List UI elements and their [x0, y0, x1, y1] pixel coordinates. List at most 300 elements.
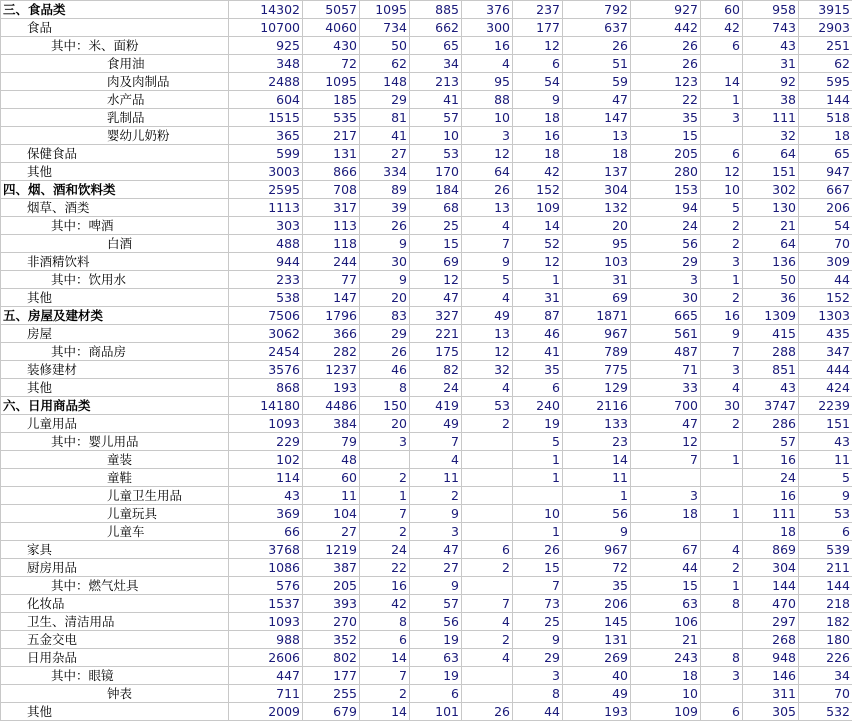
value-cell[interactable]: 9 — [360, 271, 410, 289]
value-cell[interactable]: 662 — [410, 19, 462, 37]
value-cell[interactable]: 19 — [410, 667, 462, 685]
value-cell[interactable]: 47 — [631, 415, 701, 433]
value-cell[interactable]: 50 — [360, 37, 410, 55]
value-cell[interactable]: 3768 — [229, 541, 303, 559]
value-cell[interactable]: 6 — [513, 55, 563, 73]
value-cell[interactable]: 22 — [360, 559, 410, 577]
value-cell[interactable]: 88 — [462, 91, 513, 109]
value-cell[interactable]: 8 — [360, 613, 410, 631]
value-cell[interactable]: 14 — [360, 649, 410, 667]
value-cell[interactable] — [462, 433, 513, 451]
row-label-cell[interactable] — [1, 433, 229, 451]
value-cell[interactable]: 734 — [360, 19, 410, 37]
value-cell[interactable]: 26 — [462, 703, 513, 721]
value-cell[interactable]: 8 — [701, 649, 743, 667]
value-cell[interactable]: 4 — [462, 649, 513, 667]
value-cell[interactable]: 145 — [563, 613, 631, 631]
value-cell[interactable]: 1 — [513, 469, 563, 487]
row-label-cell[interactable] — [1, 235, 229, 253]
value-cell[interactable]: 1113 — [229, 199, 303, 217]
row-label-cell[interactable] — [1, 631, 229, 649]
value-cell[interactable]: 8 — [360, 379, 410, 397]
value-cell[interactable]: 419 — [410, 397, 462, 415]
value-cell[interactable]: 41 — [360, 127, 410, 145]
value-cell[interactable]: 2 — [462, 559, 513, 577]
value-cell[interactable]: 3 — [631, 271, 701, 289]
value-cell[interactable]: 24 — [360, 541, 410, 559]
value-cell[interactable]: 7 — [462, 235, 513, 253]
value-cell[interactable]: 8 — [513, 685, 563, 703]
value-cell[interactable]: 24 — [743, 469, 799, 487]
value-cell[interactable]: 3747 — [743, 397, 799, 415]
value-cell[interactable]: 4 — [701, 379, 743, 397]
value-cell[interactable] — [631, 523, 701, 541]
row-label-cell[interactable] — [1, 217, 229, 235]
value-cell[interactable]: 851 — [743, 361, 799, 379]
value-cell[interactable]: 599 — [229, 145, 303, 163]
value-cell[interactable]: 430 — [303, 37, 360, 55]
row-label-cell[interactable] — [1, 127, 229, 145]
value-cell[interactable]: 65 — [799, 145, 852, 163]
value-cell[interactable]: 70 — [799, 685, 852, 703]
value-cell[interactable]: 56 — [631, 235, 701, 253]
value-cell[interactable]: 27 — [410, 559, 462, 577]
value-cell[interactable]: 435 — [799, 325, 852, 343]
value-cell[interactable]: 6 — [462, 541, 513, 559]
value-cell[interactable]: 304 — [743, 559, 799, 577]
value-cell[interactable]: 42 — [360, 595, 410, 613]
value-cell[interactable]: 221 — [410, 325, 462, 343]
value-cell[interactable]: 927 — [631, 1, 701, 19]
value-cell[interactable]: 7 — [631, 451, 701, 469]
value-cell[interactable]: 43 — [229, 487, 303, 505]
value-cell[interactable]: 7 — [513, 577, 563, 595]
value-cell[interactable]: 94 — [631, 199, 701, 217]
value-cell[interactable]: 153 — [631, 181, 701, 199]
value-cell[interactable]: 72 — [563, 559, 631, 577]
value-cell[interactable]: 280 — [631, 163, 701, 181]
value-cell[interactable]: 269 — [563, 649, 631, 667]
value-cell[interactable]: 1 — [563, 487, 631, 505]
value-cell[interactable]: 42 — [701, 19, 743, 37]
value-cell[interactable]: 26 — [513, 541, 563, 559]
value-cell[interactable]: 213 — [410, 73, 462, 91]
value-cell[interactable] — [462, 487, 513, 505]
value-cell[interactable]: 47 — [410, 289, 462, 307]
value-cell[interactable]: 5 — [701, 199, 743, 217]
value-cell[interactable]: 5 — [799, 469, 852, 487]
value-cell[interactable]: 6 — [513, 379, 563, 397]
value-cell[interactable]: 123 — [631, 73, 701, 91]
value-cell[interactable]: 18 — [513, 109, 563, 127]
value-cell[interactable] — [701, 523, 743, 541]
value-cell[interactable]: 11 — [303, 487, 360, 505]
row-label-cell[interactable] — [1, 1, 229, 19]
row-label-cell[interactable] — [1, 667, 229, 685]
value-cell[interactable]: 9 — [513, 631, 563, 649]
row-label-cell[interactable] — [1, 649, 229, 667]
value-cell[interactable]: 2 — [360, 685, 410, 703]
value-cell[interactable]: 41 — [513, 343, 563, 361]
value-cell[interactable]: 44 — [631, 559, 701, 577]
value-cell[interactable]: 10 — [462, 109, 513, 127]
value-cell[interactable]: 40 — [563, 667, 631, 685]
value-cell[interactable]: 57 — [743, 433, 799, 451]
value-cell[interactable]: 18 — [631, 667, 701, 685]
value-cell[interactable]: 1 — [513, 271, 563, 289]
value-cell[interactable]: 2 — [360, 469, 410, 487]
value-cell[interactable]: 6 — [799, 523, 852, 541]
value-cell[interactable]: 26 — [631, 37, 701, 55]
value-cell[interactable]: 352 — [303, 631, 360, 649]
value-cell[interactable]: 130 — [743, 199, 799, 217]
value-cell[interactable]: 19 — [410, 631, 462, 649]
value-cell[interactable]: 365 — [229, 127, 303, 145]
value-cell[interactable]: 131 — [303, 145, 360, 163]
value-cell[interactable]: 62 — [799, 55, 852, 73]
value-cell[interactable]: 305 — [743, 703, 799, 721]
value-cell[interactable]: 29 — [360, 325, 410, 343]
value-cell[interactable]: 29 — [631, 253, 701, 271]
value-cell[interactable]: 327 — [410, 307, 462, 325]
row-label-cell[interactable] — [1, 271, 229, 289]
value-cell[interactable]: 182 — [799, 613, 852, 631]
value-cell[interactable]: 35 — [513, 361, 563, 379]
value-cell[interactable]: 95 — [462, 73, 513, 91]
value-cell[interactable]: 9 — [563, 523, 631, 541]
value-cell[interactable]: 44 — [513, 703, 563, 721]
value-cell[interactable]: 31 — [743, 55, 799, 73]
value-cell[interactable]: 7506 — [229, 307, 303, 325]
value-cell[interactable]: 144 — [799, 91, 852, 109]
value-cell[interactable]: 518 — [799, 109, 852, 127]
value-cell[interactable]: 3003 — [229, 163, 303, 181]
value-cell[interactable] — [701, 55, 743, 73]
value-cell[interactable]: 20 — [563, 217, 631, 235]
value-cell[interactable] — [701, 685, 743, 703]
value-cell[interactable]: 69 — [563, 289, 631, 307]
value-cell[interactable]: 18 — [563, 145, 631, 163]
value-cell[interactable]: 282 — [303, 343, 360, 361]
value-cell[interactable] — [701, 469, 743, 487]
value-cell[interactable]: 988 — [229, 631, 303, 649]
value-cell[interactable]: 144 — [799, 577, 852, 595]
value-cell[interactable]: 16 — [743, 451, 799, 469]
value-cell[interactable]: 52 — [513, 235, 563, 253]
value-cell[interactable]: 415 — [743, 325, 799, 343]
value-cell[interactable]: 66 — [229, 523, 303, 541]
value-cell[interactable]: 50 — [743, 271, 799, 289]
value-cell[interactable]: 2116 — [563, 397, 631, 415]
row-label-cell[interactable] — [1, 451, 229, 469]
value-cell[interactable]: 700 — [631, 397, 701, 415]
row-label-cell[interactable] — [1, 379, 229, 397]
value-cell[interactable]: 9 — [360, 235, 410, 253]
value-cell[interactable]: 1871 — [563, 307, 631, 325]
value-cell[interactable]: 218 — [799, 595, 852, 613]
value-cell[interactable]: 6 — [701, 37, 743, 55]
row-label-cell[interactable] — [1, 415, 229, 433]
value-cell[interactable]: 10700 — [229, 19, 303, 37]
value-cell[interactable]: 16 — [360, 577, 410, 595]
value-cell[interactable]: 5 — [462, 271, 513, 289]
value-cell[interactable]: 106 — [631, 613, 701, 631]
value-cell[interactable]: 175 — [410, 343, 462, 361]
value-cell[interactable]: 67 — [631, 541, 701, 559]
value-cell[interactable]: 885 — [410, 1, 462, 19]
value-cell[interactable]: 1 — [513, 451, 563, 469]
value-cell[interactable]: 151 — [743, 163, 799, 181]
value-cell[interactable]: 152 — [513, 181, 563, 199]
value-cell[interactable]: 2 — [701, 235, 743, 253]
value-cell[interactable]: 49 — [410, 415, 462, 433]
value-cell[interactable]: 12 — [513, 253, 563, 271]
value-cell[interactable]: 36 — [743, 289, 799, 307]
value-cell[interactable]: 10 — [410, 127, 462, 145]
value-cell[interactable]: 47 — [563, 91, 631, 109]
value-cell[interactable]: 393 — [303, 595, 360, 613]
value-cell[interactable]: 665 — [631, 307, 701, 325]
value-cell[interactable] — [360, 451, 410, 469]
row-label-cell[interactable] — [1, 469, 229, 487]
value-cell[interactable]: 1 — [513, 523, 563, 541]
value-cell[interactable]: 967 — [563, 325, 631, 343]
value-cell[interactable]: 3915 — [799, 1, 852, 19]
value-cell[interactable]: 20 — [360, 415, 410, 433]
value-cell[interactable]: 447 — [229, 667, 303, 685]
value-cell[interactable]: 32 — [743, 127, 799, 145]
value-cell[interactable]: 9 — [701, 325, 743, 343]
value-cell[interactable]: 30 — [631, 289, 701, 307]
value-cell[interactable]: 114 — [229, 469, 303, 487]
value-cell[interactable]: 4 — [462, 55, 513, 73]
value-cell[interactable]: 144 — [743, 577, 799, 595]
row-label-cell[interactable] — [1, 559, 229, 577]
value-cell[interactable]: 180 — [799, 631, 852, 649]
value-cell[interactable]: 6 — [701, 145, 743, 163]
value-cell[interactable]: 46 — [513, 325, 563, 343]
value-cell[interactable]: 13 — [563, 127, 631, 145]
row-label-cell[interactable] — [1, 145, 229, 163]
row-label-cell[interactable] — [1, 19, 229, 37]
value-cell[interactable]: 679 — [303, 703, 360, 721]
value-cell[interactable]: 637 — [563, 19, 631, 37]
value-cell[interactable]: 1086 — [229, 559, 303, 577]
value-cell[interactable]: 151 — [799, 415, 852, 433]
row-label-cell[interactable] — [1, 703, 229, 721]
row-label-cell[interactable] — [1, 397, 229, 415]
value-cell[interactable]: 14 — [360, 703, 410, 721]
row-label-cell[interactable] — [1, 487, 229, 505]
value-cell[interactable]: 268 — [743, 631, 799, 649]
value-cell[interactable]: 369 — [229, 505, 303, 523]
value-cell[interactable]: 1219 — [303, 541, 360, 559]
value-cell[interactable]: 72 — [303, 55, 360, 73]
value-cell[interactable]: 4 — [462, 289, 513, 307]
value-cell[interactable]: 1309 — [743, 307, 799, 325]
value-cell[interactable]: 57 — [410, 109, 462, 127]
value-cell[interactable]: 26 — [360, 343, 410, 361]
row-label-cell[interactable] — [1, 55, 229, 73]
value-cell[interactable]: 789 — [563, 343, 631, 361]
value-cell[interactable] — [462, 451, 513, 469]
value-cell[interactable]: 487 — [631, 343, 701, 361]
value-cell[interactable]: 2 — [410, 487, 462, 505]
value-cell[interactable]: 532 — [799, 703, 852, 721]
value-cell[interactable]: 83 — [360, 307, 410, 325]
value-cell[interactable]: 229 — [229, 433, 303, 451]
value-cell[interactable]: 1 — [701, 271, 743, 289]
value-cell[interactable]: 49 — [563, 685, 631, 703]
value-cell[interactable]: 539 — [799, 541, 852, 559]
value-cell[interactable]: 193 — [303, 379, 360, 397]
value-cell[interactable]: 348 — [229, 55, 303, 73]
value-cell[interactable]: 206 — [563, 595, 631, 613]
value-cell[interactable]: 604 — [229, 91, 303, 109]
value-cell[interactable]: 87 — [513, 307, 563, 325]
value-cell[interactable]: 14 — [513, 217, 563, 235]
value-cell[interactable]: 944 — [229, 253, 303, 271]
value-cell[interactable]: 12 — [410, 271, 462, 289]
value-cell[interactable]: 4 — [462, 379, 513, 397]
value-cell[interactable]: 925 — [229, 37, 303, 55]
value-cell[interactable]: 2595 — [229, 181, 303, 199]
value-cell[interactable]: 53 — [799, 505, 852, 523]
value-cell[interactable]: 29 — [513, 649, 563, 667]
value-cell[interactable]: 244 — [303, 253, 360, 271]
value-cell[interactable]: 133 — [563, 415, 631, 433]
value-cell[interactable]: 376 — [462, 1, 513, 19]
value-cell[interactable]: 286 — [743, 415, 799, 433]
value-cell[interactable]: 10 — [513, 505, 563, 523]
row-label-cell[interactable] — [1, 613, 229, 631]
row-label-cell[interactable] — [1, 505, 229, 523]
value-cell[interactable]: 347 — [799, 343, 852, 361]
row-label-cell[interactable] — [1, 595, 229, 613]
value-cell[interactable]: 384 — [303, 415, 360, 433]
value-cell[interactable]: 27 — [303, 523, 360, 541]
value-cell[interactable]: 3 — [631, 487, 701, 505]
value-cell[interactable]: 44 — [799, 271, 852, 289]
value-cell[interactable]: 1095 — [303, 73, 360, 91]
value-cell[interactable] — [462, 577, 513, 595]
value-cell[interactable]: 56 — [563, 505, 631, 523]
value-cell[interactable]: 102 — [229, 451, 303, 469]
value-cell[interactable]: 538 — [229, 289, 303, 307]
value-cell[interactable]: 101 — [410, 703, 462, 721]
value-cell[interactable]: 667 — [799, 181, 852, 199]
value-cell[interactable]: 14180 — [229, 397, 303, 415]
value-cell[interactable]: 54 — [513, 73, 563, 91]
row-label-cell[interactable] — [1, 361, 229, 379]
value-cell[interactable]: 14 — [563, 451, 631, 469]
row-label-cell[interactable] — [1, 37, 229, 55]
row-label-cell[interactable] — [1, 109, 229, 127]
value-cell[interactable]: 424 — [799, 379, 852, 397]
value-cell[interactable]: 4060 — [303, 19, 360, 37]
value-cell[interactable]: 62 — [360, 55, 410, 73]
value-cell[interactable]: 46 — [360, 361, 410, 379]
value-cell[interactable]: 3 — [701, 253, 743, 271]
value-cell[interactable]: 111 — [743, 109, 799, 127]
value-cell[interactable]: 303 — [229, 217, 303, 235]
value-cell[interactable]: 470 — [743, 595, 799, 613]
value-cell[interactable]: 14302 — [229, 1, 303, 19]
value-cell[interactable]: 205 — [631, 145, 701, 163]
value-cell[interactable]: 9 — [513, 91, 563, 109]
value-cell[interactable]: 71 — [631, 361, 701, 379]
value-cell[interactable]: 217 — [303, 127, 360, 145]
value-cell[interactable] — [701, 631, 743, 649]
value-cell[interactable]: 103 — [563, 253, 631, 271]
value-cell[interactable]: 109 — [513, 199, 563, 217]
value-cell[interactable]: 43 — [743, 37, 799, 55]
value-cell[interactable]: 38 — [743, 91, 799, 109]
value-cell[interactable]: 1093 — [229, 415, 303, 433]
value-cell[interactable]: 1237 — [303, 361, 360, 379]
value-cell[interactable]: 11 — [410, 469, 462, 487]
value-cell[interactable]: 69 — [410, 253, 462, 271]
value-cell[interactable]: 206 — [799, 199, 852, 217]
value-cell[interactable]: 12 — [701, 163, 743, 181]
value-cell[interactable] — [701, 433, 743, 451]
value-cell[interactable]: 53 — [410, 145, 462, 163]
value-cell[interactable]: 8 — [701, 595, 743, 613]
value-cell[interactable]: 63 — [410, 649, 462, 667]
value-cell[interactable]: 15 — [631, 127, 701, 145]
value-cell[interactable]: 16 — [513, 127, 563, 145]
value-cell[interactable]: 3 — [360, 433, 410, 451]
value-cell[interactable]: 26 — [360, 217, 410, 235]
value-cell[interactable]: 7 — [360, 505, 410, 523]
value-cell[interactable]: 18 — [631, 505, 701, 523]
value-cell[interactable]: 243 — [631, 649, 701, 667]
value-cell[interactable]: 868 — [229, 379, 303, 397]
value-cell[interactable] — [462, 469, 513, 487]
value-cell[interactable]: 60 — [701, 1, 743, 19]
value-cell[interactable]: 13 — [462, 325, 513, 343]
row-label-cell[interactable] — [1, 199, 229, 217]
value-cell[interactable]: 967 — [563, 541, 631, 559]
value-cell[interactable]: 2 — [701, 217, 743, 235]
row-label-cell[interactable] — [1, 73, 229, 91]
value-cell[interactable]: 11 — [563, 469, 631, 487]
row-label-cell[interactable] — [1, 685, 229, 703]
value-cell[interactable]: 41 — [410, 91, 462, 109]
value-cell[interactable]: 9 — [462, 253, 513, 271]
value-cell[interactable]: 148 — [360, 73, 410, 91]
value-cell[interactable]: 3 — [701, 361, 743, 379]
value-cell[interactable]: 240 — [513, 397, 563, 415]
value-cell[interactable]: 49 — [462, 307, 513, 325]
value-cell[interactable]: 77 — [303, 271, 360, 289]
value-cell[interactable]: 26 — [631, 55, 701, 73]
row-label-cell[interactable] — [1, 343, 229, 361]
row-label-cell[interactable] — [1, 253, 229, 271]
row-label-cell[interactable] — [1, 289, 229, 307]
value-cell[interactable]: 81 — [360, 109, 410, 127]
value-cell[interactable]: 3 — [462, 127, 513, 145]
value-cell[interactable]: 711 — [229, 685, 303, 703]
value-cell[interactable]: 1 — [701, 577, 743, 595]
value-cell[interactable]: 4 — [701, 541, 743, 559]
value-cell[interactable]: 34 — [410, 55, 462, 73]
value-cell[interactable]: 136 — [743, 253, 799, 271]
value-cell[interactable]: 68 — [410, 199, 462, 217]
value-cell[interactable]: 561 — [631, 325, 701, 343]
value-cell[interactable]: 1 — [701, 91, 743, 109]
value-cell[interactable]: 26 — [462, 181, 513, 199]
